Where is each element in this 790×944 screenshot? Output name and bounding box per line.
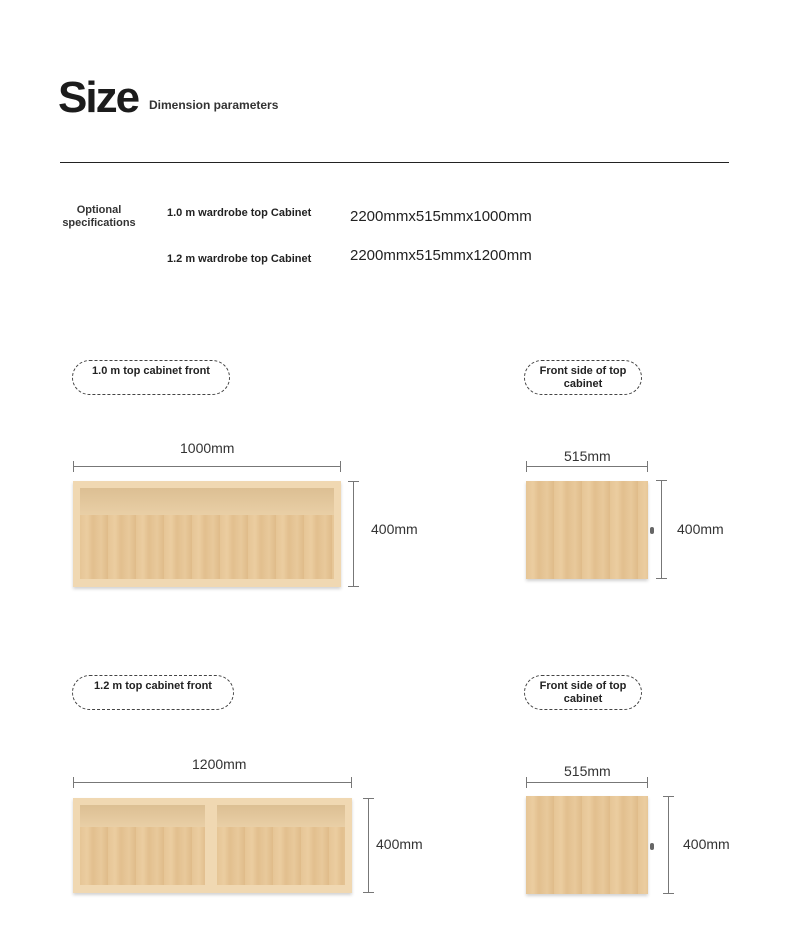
width-label-2: 515mm (564, 448, 611, 464)
diagram-tag-4: Front side of top cabinet (524, 675, 642, 710)
spec-name-1: 1.0 m wardrobe top Cabinet (167, 207, 312, 219)
cabinet-side-panel-1 (526, 481, 648, 579)
height-dimension-line-1 (353, 481, 354, 587)
cabinet-top-inner-left (80, 805, 205, 827)
cabinet-front-1000 (73, 481, 341, 587)
width-label-1: 1000mm (180, 440, 235, 456)
spec-name-2: 1.2 m wardrobe top Cabinet (167, 253, 312, 265)
height-dimension-line-3 (368, 798, 369, 893)
cabinet-back-panel (80, 515, 334, 579)
height-label-4: 400mm (683, 836, 730, 852)
knob-icon (650, 527, 654, 534)
width-dimension-line-1 (73, 466, 341, 467)
width-label-3: 1200mm (192, 756, 247, 772)
width-label-4: 515mm (564, 763, 611, 779)
width-dimension-line-4 (526, 782, 648, 783)
height-label-2: 400mm (677, 521, 724, 537)
spec-value-2: 2200mmx515mmx1200mm (350, 247, 532, 264)
page-title: Size (58, 73, 139, 122)
cabinet-front-1200 (73, 798, 352, 893)
width-dimension-line-3 (73, 782, 352, 783)
header-divider (60, 162, 729, 163)
diagram-tag-2: Front side of top cabinet (524, 360, 642, 395)
width-dimension-line-2 (526, 466, 648, 467)
diagram-tag-1: 1.0 m top cabinet front (72, 360, 230, 395)
page-subtitle: Dimension parameters (149, 98, 279, 112)
diagram-tag-3: 1.2 m top cabinet front (72, 675, 234, 710)
spec-label: Optional specifications (62, 204, 136, 229)
cabinet-back-panel-right (217, 827, 345, 885)
height-dimension-line-4 (668, 796, 669, 894)
spec-value-1: 2200mmx515mmx1000mm (350, 208, 532, 225)
cabinet-back-panel-left (80, 827, 205, 885)
height-label-1: 400mm (371, 521, 418, 537)
knob-icon (650, 843, 654, 850)
height-label-3: 400mm (376, 836, 423, 852)
cabinet-side-panel-2 (526, 796, 648, 894)
cabinet-top-inner-right (217, 805, 345, 827)
height-dimension-line-2 (661, 480, 662, 579)
cabinet-top-inner (80, 488, 334, 515)
